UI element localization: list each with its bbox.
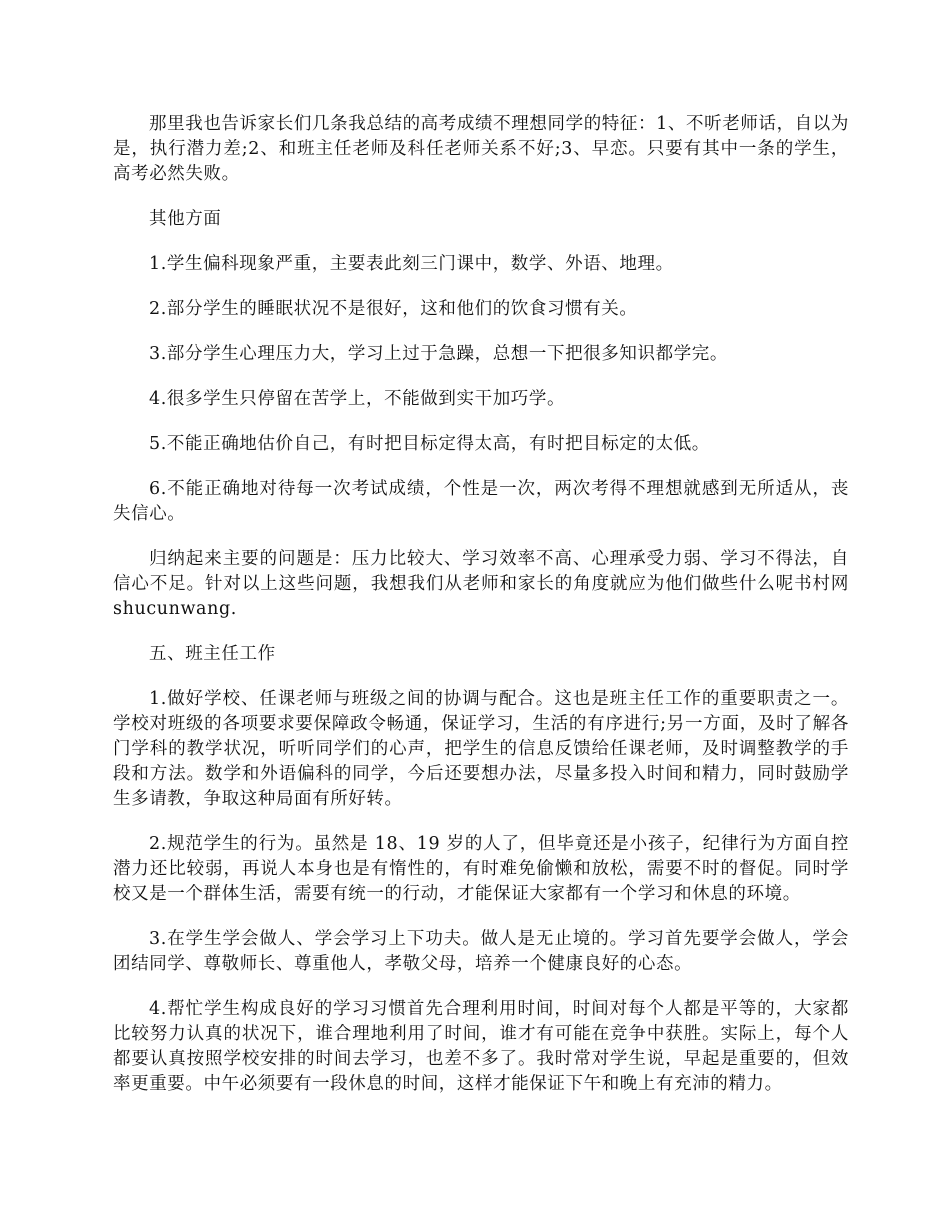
section-heading-other-aspects: 其他方面 <box>149 209 222 229</box>
list-item-5-self-assessment: 5.不能正确地估价自己，有时把目标定得太高，有时把目标定的太低。 <box>149 434 710 454</box>
paragraph-summary: 归纳起来主要的问题是：压力比较大、学习效率不高、心理承受力弱、学习不得法，自信心不足。针对以上这些问题，我想我们从老师和家长的角度就应为他们做些什么呢书村网 shucunwang. <box>113 549 849 619</box>
list-item-6-exam-results: 6.不能正确地对待每一次考试成绩，个性是一次，两次考得不理想就感到无所适从，丧失信心。 <box>113 479 849 524</box>
list-item-4-hard-study: 4.很多学生只停留在苦学上，不能做到实干加巧学。 <box>149 389 566 409</box>
work-item-1-coordination: 1.做好学校、任课老师与班级之间的协调与配合。这也是班主任工作的重要职责之一。学校对班级的各项要求要保障政令畅通，保证学习，生活的有序进行;另一方面，及时了解各门学科的教学状况，听听同学们的心声，把学生的信息反馈给任课老师，及时调整教学的手段和方法。数学和外语偏科的同学，今后还要想办法，尽量多投入时间和精力，同时鼓励学生多请教，争取这种局面有所好转。 <box>113 689 849 809</box>
list-item-2-sleep: 2.部分学生的睡眠状况不是很好，这和他们的饮食习惯有关。 <box>149 299 638 319</box>
list-item-1-subject-bias: 1.学生偏科现象严重，主要表此刻三门课中，数学、外语、地理。 <box>149 254 674 274</box>
section-heading-head-teacher-work: 五、班主任工作 <box>149 644 276 664</box>
work-item-4-study-habits: 4.帮忙学生构成良好的学习习惯首先合理利用时间，时间对每个人都是平等的，大家都比较努力认真的状况下，谁合理地利用了时间，谁才有可能在竞争中获胜。实际上，每个人都要认真按照学校安排的时间去学习，也差不多了。我时常对学生说，早起是重要的，但效率更重要。中午必须要有一段休息的时间，这样才能保证下午和晚上有充沛的精力。 <box>113 999 849 1094</box>
paragraph-exam-failure-traits: 那里我也告诉家长们几条我总结的高考成绩不理想同学的特征：1、不听老师话，自以为是，执行潜力差;2、和班主任老师及科任老师关系不好;3、早恋。只要有其中一条的学生，高考必然失败。 <box>113 114 849 184</box>
list-item-3-pressure: 3.部分学生心理压力大，学习上过于急躁，总想一下把很多知识都学完。 <box>149 344 728 364</box>
document-body <box>113 112 849 1117</box>
work-item-3-character: 3.在学生学会做人、学会学习上下功夫。做人是无止境的。学习首先要学会做人，学会团结同学、尊敬师长、尊重他人，孝敬父母，培养一个健康良好的心态。 <box>113 929 849 974</box>
work-item-2-behavior: 2.规范学生的行为。虽然是 18、19 岁的人了，但毕竟还是小孩子，纪律行为方面自控潜力还比较弱，再说人本身也是有惰性的，有时难免偷懒和放松，需要不时的督促。同时学校又是一个群体生活，需要有统一的行动，才能保证大家都有一个学习和休息的环境。 <box>113 834 849 904</box>
